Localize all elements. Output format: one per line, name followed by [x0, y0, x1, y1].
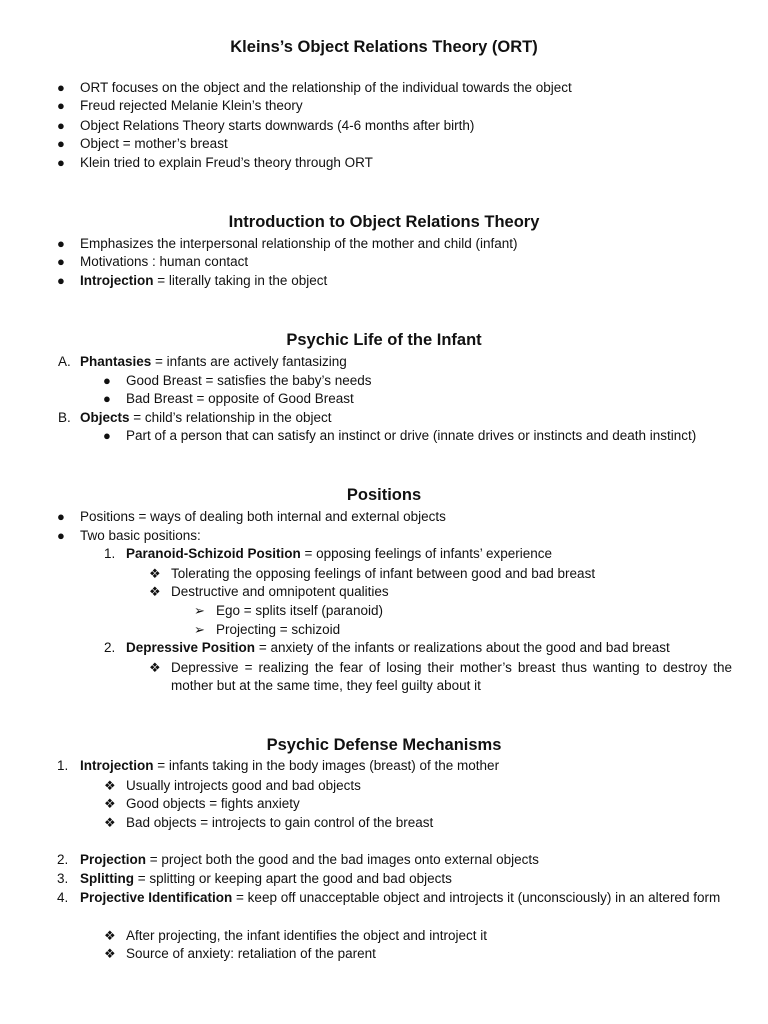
bullet-marker: ● — [103, 373, 111, 388]
diamond-bullet-icon: ❖ — [149, 584, 161, 599]
list-marker: 1. — [104, 546, 116, 561]
list-item — [126, 545, 552, 563]
definition-text: = child’s relationship in the object — [129, 410, 332, 425]
section-title-positions: Positions — [346, 486, 422, 504]
list-item — [80, 272, 327, 290]
term-introjection: Introjection — [80, 273, 154, 288]
definition-text: = project both the good and the bad images onto external objects — [146, 852, 539, 867]
list-item: Projecting = schizoid — [216, 622, 341, 637]
bullet-marker: ● — [103, 391, 111, 406]
list-item — [80, 870, 452, 888]
bullet-marker: ● — [57, 118, 65, 133]
list-item: Source of anxiety: retaliation of the parent — [126, 946, 376, 961]
term-depressive-position: Depressive Position — [126, 640, 256, 655]
list-item: Ego = splits itself (paranoid) — [216, 603, 383, 618]
list-marker: B. — [58, 410, 71, 425]
bullet-marker: ● — [57, 98, 65, 113]
diamond-bullet-icon: ❖ — [104, 778, 116, 793]
term-introjection: Introjection — [80, 758, 154, 773]
definition-text: = splitting or keeping apart the good and bad objects — [134, 871, 452, 886]
diamond-bullet-icon: ❖ — [104, 796, 116, 811]
list-item — [126, 639, 670, 657]
definition-text: = infants are actively fantasizing — [151, 354, 347, 369]
list-item: Positions = ways of dealing both internal and external objects — [80, 509, 446, 524]
section-title-introduction: Introduction to Object Relations Theory — [228, 213, 540, 231]
diamond-bullet-icon: ❖ — [149, 660, 161, 675]
definition-text: = infants taking in the body images (breast) of the mother — [153, 758, 500, 773]
list-item: After projecting, the infant identifies the object and introject it — [126, 928, 487, 943]
list-item: Object Relations Theory starts downwards (4-6 months after birth) — [80, 118, 475, 133]
list-item: Klein tried to explain Freud’s theory through ORT — [80, 155, 373, 170]
term-objects: Objects — [80, 410, 130, 425]
list-item — [80, 889, 732, 907]
section-title-defense-mechanisms: Psychic Defense Mechanisms — [266, 736, 502, 754]
list-item: Two basic positions: — [80, 528, 201, 543]
term-projective-identification: Projective Identification — [80, 890, 233, 905]
list-item: Bad Breast = opposite of Good Breast — [126, 391, 354, 406]
list-item: Bad objects = introjects to gain control of the breast — [126, 815, 434, 830]
list-marker: A. — [58, 354, 71, 369]
list-item — [80, 409, 332, 427]
list-marker: 4. — [57, 890, 69, 905]
bullet-marker: ● — [57, 236, 65, 251]
definition-text: = opposing feelings of infants’ experience — [300, 546, 553, 561]
list-item: Part of a person that can satisfy an instinct or drive (innate drives or instincts and death instinct) — [126, 428, 697, 443]
diamond-bullet-icon: ❖ — [149, 566, 161, 581]
list-item: ORT focuses on the object and the relationship of the individual towards the object — [80, 80, 572, 95]
definition-text: = anxiety of the infants or realizations about the good and bad breast — [255, 640, 670, 655]
bullet-marker: ● — [57, 155, 65, 170]
term-projection: Projection — [80, 852, 147, 867]
list-item — [80, 757, 499, 775]
arrow-bullet-icon: ➢ — [194, 622, 205, 637]
definition-text: = literally taking in the object — [153, 273, 328, 288]
bullet-marker: ● — [57, 136, 65, 151]
term-phantasies: Phantasies — [80, 354, 152, 369]
bullet-marker: ● — [57, 80, 65, 95]
diamond-bullet-icon: ❖ — [104, 815, 116, 830]
bullet-marker: ● — [57, 509, 65, 524]
diamond-bullet-icon: ❖ — [104, 946, 116, 961]
list-marker: 3. — [57, 871, 69, 886]
list-item: Good objects = fights anxiety — [126, 796, 300, 811]
diamond-bullet-icon: ❖ — [104, 928, 116, 943]
list-item: Motivations : human contact — [80, 254, 249, 269]
list-item: Destructive and omnipotent qualities — [171, 584, 389, 599]
section-title-klein-ort: Kleins’s Object Relations Theory (ORT) — [230, 38, 538, 56]
list-item: Object = mother’s breast — [80, 136, 228, 151]
bullet-marker: ● — [57, 273, 65, 288]
bullet-marker: ● — [103, 428, 111, 443]
term-splitting: Splitting — [80, 871, 134, 886]
list-item — [80, 851, 539, 869]
bullet-marker: ● — [57, 528, 65, 543]
list-marker: 2. — [57, 852, 69, 867]
term-paranoid-schizoid: Paranoid-Schizoid Position — [126, 546, 301, 561]
list-item: Tolerating the opposing feelings of infant between good and bad breast — [171, 566, 596, 581]
arrow-bullet-icon: ➢ — [194, 603, 205, 618]
list-item: Good Breast = satisfies the baby’s needs — [126, 373, 372, 388]
list-item: Depressive = realizing the fear of losing their mother’s breast thus wanting to destroy the mother but at the same time, they feel guilty about it — [171, 660, 732, 693]
list-item — [80, 353, 347, 371]
definition-text: = keep off unacceptable object and introjects it (unconsciously) in an altered form — [232, 890, 721, 905]
bullet-marker: ● — [57, 254, 65, 269]
list-item: Freud rejected Melanie Klein’s theory — [80, 98, 303, 113]
list-marker: 1. — [57, 758, 69, 773]
list-marker: 2. — [104, 640, 116, 655]
section-title-psychic-life: Psychic Life of the Infant — [286, 331, 482, 349]
list-item: Emphasizes the interpersonal relationship of the mother and child (infant) — [80, 236, 518, 251]
list-item: Usually introjects good and bad objects — [126, 778, 361, 793]
